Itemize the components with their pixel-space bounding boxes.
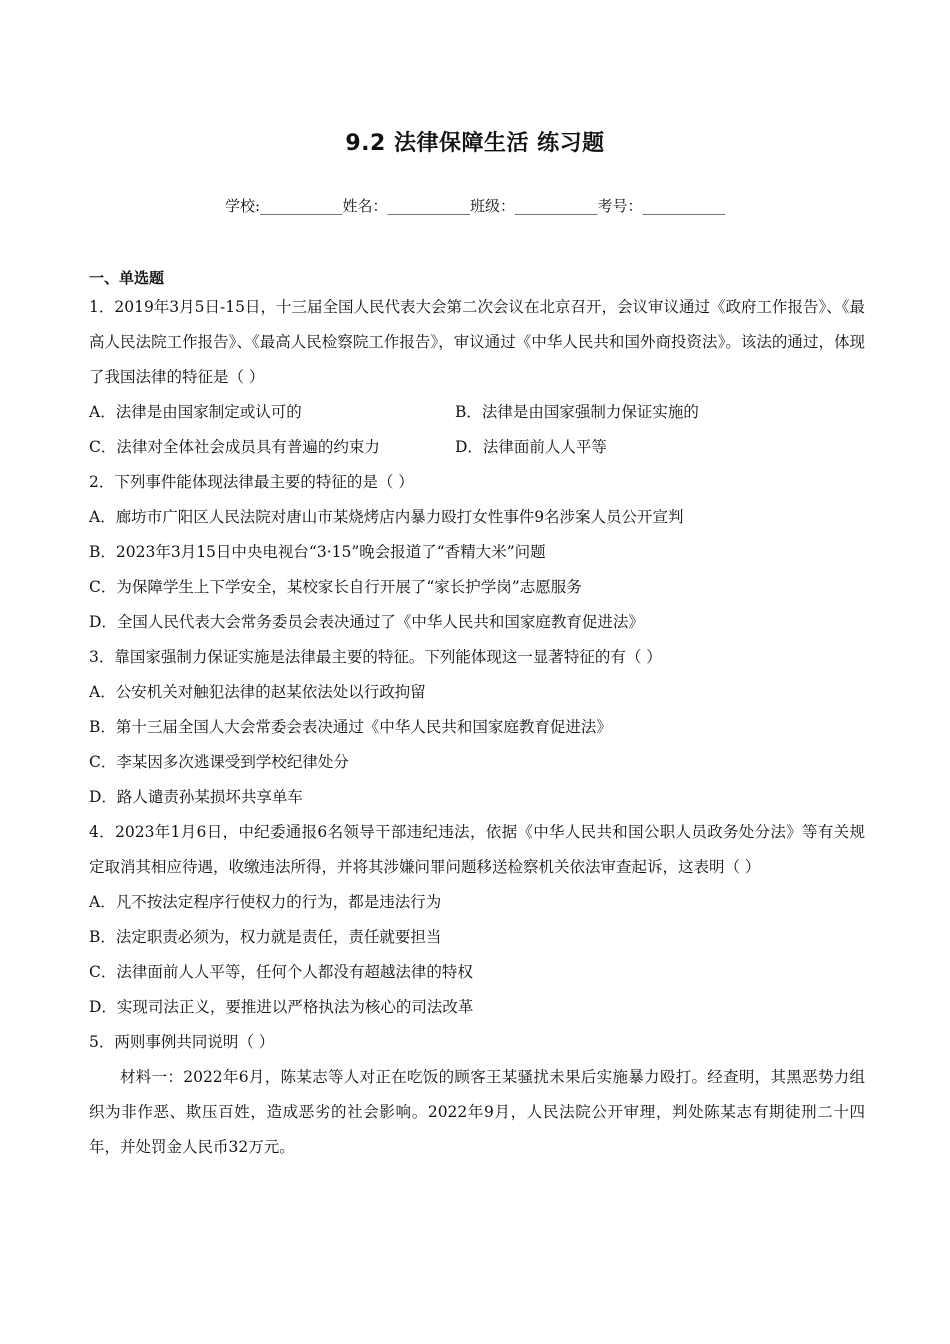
option-c: C．法律面前人人平等，任何个人都没有超越法律的特权	[89, 963, 473, 981]
option-b: B．法定职责必须为，权力就是责任，责任就要担当	[89, 928, 442, 946]
option-a: A．凡不按法定程序行使权力的行为，都是违法行为	[89, 893, 442, 911]
option-a: A．廊坊市广阳区人民法院对唐山市某烧烤店内暴力殴打女性事件9名涉案人员公开宣判	[89, 508, 684, 526]
option-a: A．法律是由国家制定或认可的	[89, 403, 302, 421]
option-b: B．2023年3月15日中央电视台“3·15”晚会报道了“香精大米”问题	[89, 543, 546, 561]
question-stem-2: 2．下列事件能体现法律最主要的特征的是（ ）	[89, 473, 414, 491]
option-row	[89, 395, 865, 430]
option-d: D．全国人民代表大会常务委员会表决通过了《中华人民共和国家庭教育促进法》	[89, 613, 644, 631]
option-a: A．公安机关对触犯法律的赵某依法处以行政拘留	[89, 683, 426, 701]
option-b: B．法律是由国家强制力保证实施的	[455, 403, 699, 421]
option-b: B．第十三届全国人大会常委会表决通过《中华人民共和国家庭教育促进法》	[89, 718, 612, 736]
option-d: D．法律面前人人平等	[455, 438, 607, 456]
student-info-line: 学校:___________姓名：___________班级：___________考号：___________	[224, 197, 726, 215]
option-c: C．法律对全体社会成员具有普遍的约束力	[89, 438, 380, 456]
question-stem-5: 5．两则事例共同说明（ ）	[89, 1033, 275, 1051]
option-d: D．实现司法正义，要推进以严格执法为核心的司法改革	[89, 998, 474, 1016]
option-d: D．路人谴责孙某损坏共享单车	[89, 788, 303, 806]
question-stem-4: 4．2023年1月6日，中纪委通报6名领导干部违纪违法，依据《中华人民共和国公职人员政务处分法》等有关规定取消其相应待遇，收缴违法所得，并将其涉嫌问罪问题移送检察机关依法审查起诉，这表明（ ）	[89, 823, 865, 876]
section-heading: 一、单选题	[89, 269, 165, 287]
question-stem-3: 3．靠国家强制力保证实施是法律最主要的特征。下列能体现这一显著特征的有（ ）	[89, 648, 662, 666]
option-c: C．李某因多次逃课受到学校纪律处分	[89, 753, 349, 771]
option-row	[89, 430, 865, 465]
option-c: C．为保障学生上下学安全，某校家长自行开展了“家长护学岗”志愿服务	[89, 578, 582, 596]
material-paragraph: 材料一：2022年6月，陈某志等人对正在吃饭的顾客王某骚扰未果后实施暴力殴打。经查明，其黑恶势力组织为非作恶、欺压百姓，造成恶劣的社会影响。2022年9月，人民法院公开审理，判处陈某志有期徒刑二十四年，并处罚金人民币32万元。	[89, 1068, 865, 1156]
question-body	[89, 266, 865, 1165]
page-title: 9.2 法律保障生活 练习题	[345, 131, 605, 156]
question-stem-1: 1．2019年3月5日-15日，十三届全国人民代表大会第二次会议在北京召开，会议审议通过《政府工作报告》、《最高人民法院工作报告》、《最高人民检察院工作报告》，审议通过《中华人民共和国外商投资法》。该法的通过，体现了我国法律的特征是（ ）	[89, 298, 865, 386]
